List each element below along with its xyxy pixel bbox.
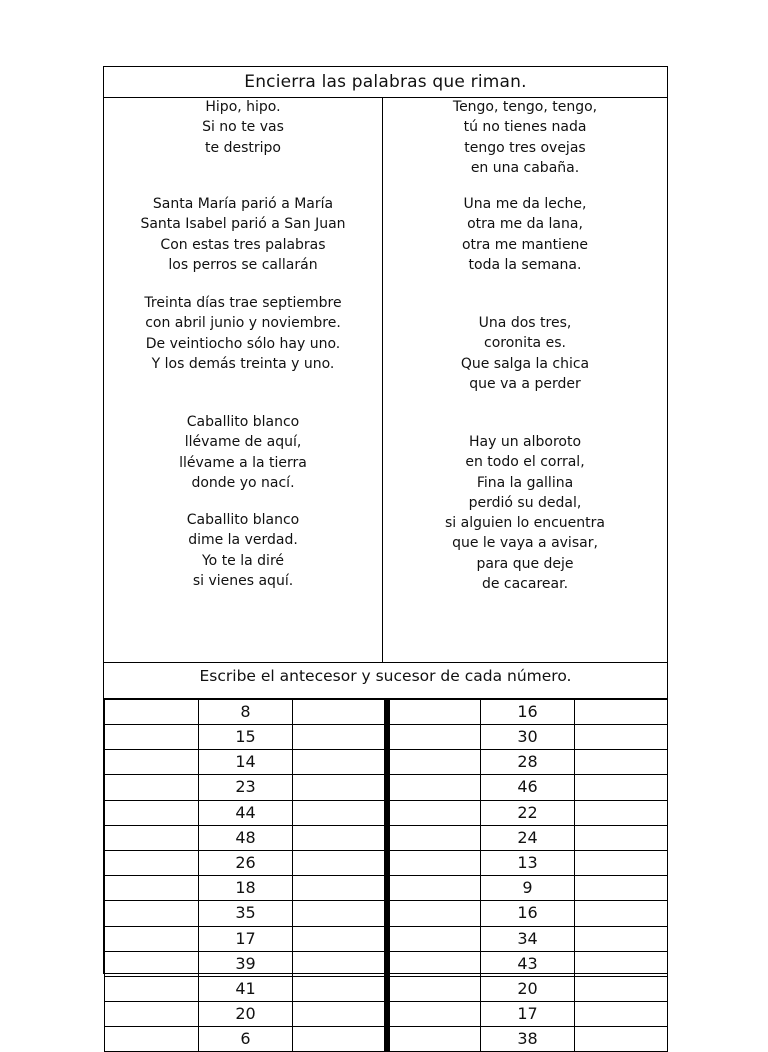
predecessor-cell[interactable] (105, 750, 199, 775)
poem-line: para que deje (476, 555, 574, 572)
poems-area (104, 97, 667, 662)
predecessor-cell[interactable] (387, 775, 481, 800)
predecessor-cell[interactable] (387, 951, 481, 976)
successor-cell[interactable] (575, 951, 668, 976)
successor-cell[interactable] (575, 750, 668, 775)
poem-line: toda la semana. (468, 256, 582, 273)
predecessor-cell[interactable] (105, 725, 199, 750)
poem-line: dime la verdad. (188, 532, 298, 549)
table-row (105, 800, 668, 825)
successor-cell[interactable] (293, 750, 387, 775)
poem-line: Caballito blanco (186, 512, 300, 528)
number-cell: 18 (199, 876, 293, 901)
poem-line: en una cabaña. (470, 159, 580, 176)
table-row (105, 951, 668, 976)
successor-cell[interactable] (575, 1002, 668, 1027)
table-row (105, 775, 668, 800)
successor-cell[interactable] (575, 775, 668, 800)
number-cell: 48 (199, 825, 293, 850)
successor-cell[interactable] (575, 825, 668, 850)
number-table (104, 699, 668, 1052)
predecessor-cell[interactable] (105, 775, 199, 800)
successor-cell[interactable] (575, 976, 668, 1001)
poem-line: Y los demás treinta y uno. (151, 355, 335, 372)
predecessor-cell[interactable] (387, 876, 481, 901)
poem-line: Fina la gallina (476, 474, 574, 491)
successor-cell[interactable] (293, 876, 387, 901)
number-cell: 44 (199, 800, 293, 825)
predecessor-cell[interactable] (387, 825, 481, 850)
poem-line: que va a perder (469, 375, 581, 392)
predecessor-cell[interactable] (105, 876, 199, 901)
predecessor-cell[interactable] (387, 750, 481, 775)
poem-line: Santa Isabel parió a San Juan (140, 216, 346, 233)
table-row (105, 876, 668, 901)
successor-cell[interactable] (575, 725, 668, 750)
predecessor-cell[interactable] (105, 800, 199, 825)
number-cell: 23 (199, 775, 293, 800)
poem-line: Una me da leche, (463, 196, 587, 212)
poem-line: tengo tres ovejas (464, 139, 586, 156)
poem-line: otra me da lana, (467, 216, 583, 233)
predecessor-cell[interactable] (105, 1002, 199, 1027)
predecessor-cell[interactable] (387, 800, 481, 825)
predecessor-cell[interactable] (105, 700, 199, 725)
successor-cell[interactable] (293, 775, 387, 800)
number-cell: 41 (199, 976, 293, 1001)
poem-line: si alguien lo encuentra (445, 515, 605, 532)
table-row (105, 725, 668, 750)
poem-line: Una dos tres, (478, 315, 572, 331)
poem-hipo (108, 97, 378, 158)
poem-caballito-1 (108, 412, 378, 493)
successor-cell[interactable] (575, 876, 668, 901)
poem-santa-maria (108, 194, 378, 275)
number-cell: 24 (481, 825, 575, 850)
poem-line: Hipo, hipo. (205, 99, 281, 115)
predecessor-cell[interactable] (387, 1002, 481, 1027)
predecessor-cell[interactable] (105, 926, 199, 951)
successor-cell[interactable] (575, 1027, 668, 1052)
poem-tengo (390, 97, 660, 178)
poem-line: Tengo, tengo, tengo, (452, 99, 598, 115)
number-cell: 6 (199, 1027, 293, 1052)
poem-line: otra me mantiene (461, 236, 589, 253)
successor-cell[interactable] (293, 1027, 387, 1052)
predecessor-cell[interactable] (387, 700, 481, 725)
successor-cell[interactable] (293, 951, 387, 976)
poem-caballito-2 (108, 510, 378, 591)
successor-cell[interactable] (575, 700, 668, 725)
successor-cell[interactable] (575, 850, 668, 875)
table-row (105, 901, 668, 926)
number-cell: 38 (481, 1027, 575, 1052)
predecessor-cell[interactable] (105, 976, 199, 1001)
poems-divider (382, 97, 383, 662)
table-row (105, 825, 668, 850)
number-cell: 20 (481, 976, 575, 1001)
poem-line: llévame a la tierra (179, 454, 307, 471)
number-cell: 16 (481, 700, 575, 725)
number-cell: 16 (481, 901, 575, 926)
poem-line: Treinta días trae septiembre (144, 295, 342, 311)
successor-cell[interactable] (293, 850, 387, 875)
table-row (105, 976, 668, 1001)
predecessor-cell[interactable] (105, 825, 199, 850)
successor-cell[interactable] (293, 825, 387, 850)
number-cell: 22 (481, 800, 575, 825)
predecessor-cell[interactable] (387, 850, 481, 875)
number-section-title: Escribe el antecesor y sucesor de cada número. (104, 662, 667, 699)
number-cell: 43 (481, 951, 575, 976)
rhyme-section-title: Encierra las palabras que riman. (104, 67, 667, 98)
successor-cell[interactable] (293, 976, 387, 1001)
number-cell: 46 (481, 775, 575, 800)
poem-line: De veintiocho sólo hay uno. (145, 335, 341, 352)
number-cell: 9 (481, 876, 575, 901)
predecessor-cell[interactable] (105, 951, 199, 976)
successor-cell[interactable] (293, 800, 387, 825)
poem-line: coronita es. (484, 335, 566, 352)
poem-line: que le vaya a avisar, (452, 535, 598, 552)
poem-una-dos-tres (390, 313, 660, 394)
successor-cell[interactable] (575, 901, 668, 926)
number-cell: 30 (481, 725, 575, 750)
successor-cell[interactable] (293, 926, 387, 951)
poem-line: con abril junio y noviembre. (145, 315, 341, 332)
successor-cell[interactable] (293, 1002, 387, 1027)
number-cell: 13 (481, 850, 575, 875)
successor-cell[interactable] (293, 700, 387, 725)
table-row (105, 700, 668, 725)
poem-line: te destripo (205, 139, 281, 156)
number-cell: 26 (199, 850, 293, 875)
number-cell: 39 (199, 951, 293, 976)
poem-line: los perros se callarán (168, 256, 318, 273)
table-row (105, 750, 668, 775)
table-row (105, 1002, 668, 1027)
poem-line: si vienes aquí. (192, 572, 294, 589)
poem-line: donde yo nací. (191, 474, 295, 491)
poem-line: tú no tienes nada (463, 119, 587, 136)
successor-cell[interactable] (575, 800, 668, 825)
predecessor-cell[interactable] (387, 725, 481, 750)
predecessor-cell[interactable] (387, 901, 481, 926)
predecessor-cell[interactable] (105, 850, 199, 875)
poem-line: Caballito blanco (186, 414, 300, 430)
number-cell: 35 (199, 901, 293, 926)
number-cell: 17 (481, 1002, 575, 1027)
poem-alboroto (390, 432, 660, 594)
predecessor-cell[interactable] (387, 1027, 481, 1052)
poem-line: Santa María parió a María (152, 196, 334, 212)
predecessor-cell[interactable] (387, 976, 481, 1001)
number-cell: 17 (199, 926, 293, 951)
poem-line: Que salga la chica (460, 355, 590, 372)
poem-line: Con estas tres palabras (160, 236, 326, 253)
table-row (105, 1027, 668, 1052)
poem-line: de cacarear. (481, 576, 569, 593)
number-cell: 15 (199, 725, 293, 750)
poem-treinta-dias (108, 293, 378, 374)
number-cell: 28 (481, 750, 575, 775)
poem-una-me-da (390, 194, 660, 275)
table-row (105, 926, 668, 951)
successor-cell[interactable] (293, 901, 387, 926)
poem-line: en todo el corral, (465, 454, 585, 471)
poem-line: Hay un alboroto (468, 434, 582, 450)
number-cell: 14 (199, 750, 293, 775)
worksheet (103, 66, 668, 1049)
successor-cell[interactable] (575, 926, 668, 951)
poem-line: Yo te la diré (201, 552, 285, 569)
successor-cell[interactable] (293, 725, 387, 750)
number-cell: 34 (481, 926, 575, 951)
number-cell: 20 (199, 1002, 293, 1027)
poem-line: Si no te vas (202, 119, 284, 136)
predecessor-cell[interactable] (105, 1027, 199, 1052)
number-cell: 8 (199, 700, 293, 725)
table-row (105, 850, 668, 875)
predecessor-cell[interactable] (105, 901, 199, 926)
poem-line: llévame de aquí, (184, 434, 302, 451)
predecessor-cell[interactable] (387, 926, 481, 951)
poem-line: perdió su dedal, (468, 494, 582, 511)
